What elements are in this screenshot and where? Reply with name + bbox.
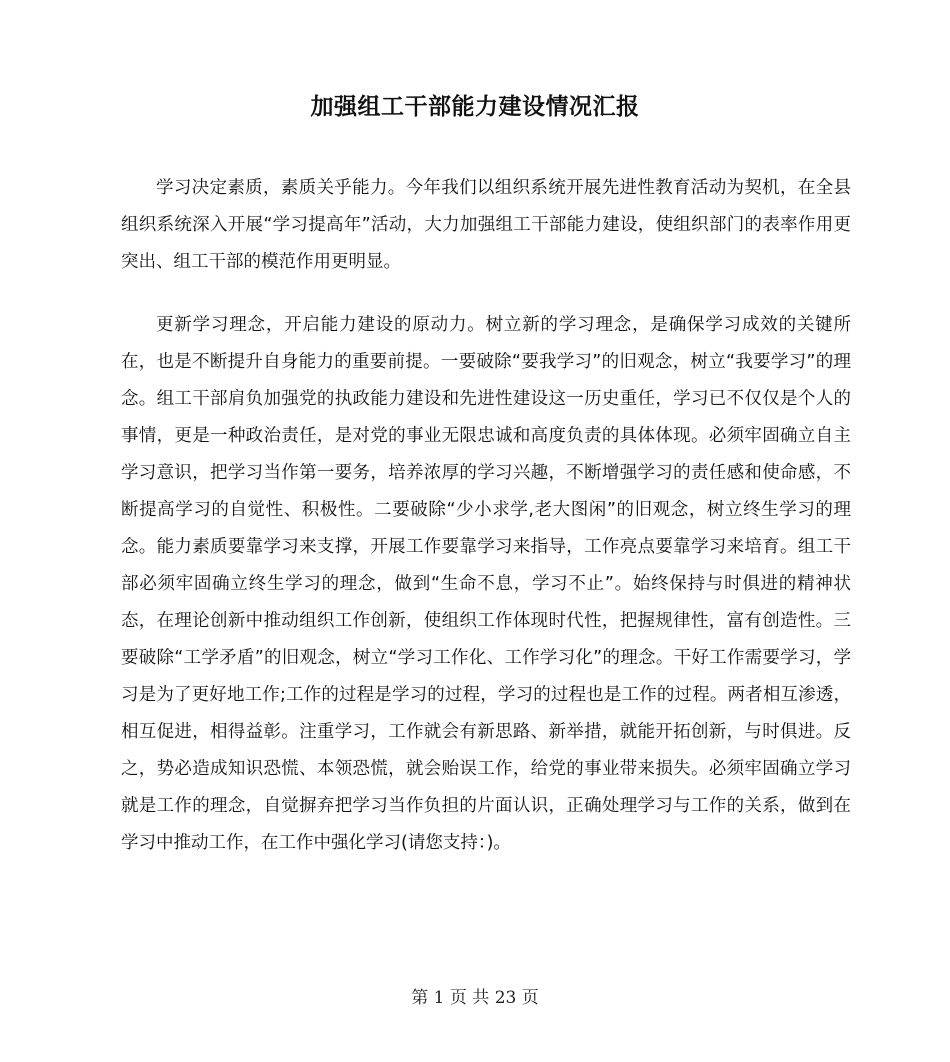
paragraph-intro: 学习决定素质，素质关乎能力。今年我们以组织系统开展先进性教育活动为契机，在全县组织系统深入开展“学习提高年”活动，大力加强组工干部能力建设，使组织部门的表率作用更突出、组工干部的模范作用更明显。: [121, 178, 851, 272]
document-body: [121, 170, 851, 862]
document-title: 加强组工干部能力建设情况汇报: [310, 94, 640, 120]
page-number-footer: 第 1 页 共 23 页: [411, 988, 539, 1008]
paragraph-learning-concept: 更新学习理念，开启能力建设的原动力。树立新的学习理念，是确保学习成效的关键所在，也是不断提升自身能力的重要前提。一要破除“要我学习”的旧观念，树立“我要学习”的理念。组工干部肩负加强党的执政能力建设和先进性建设这一历史重任，学习已不仅仅是个人的事情，更是一种政治责任，是对党的事业无限忠诚和高度负责的具体体现。必须牢固确立自主学习意识，把学习当作第一要务，培养浓厚的学习兴趣，不断增强学习的责任感和使命感，不断提高学习的自觉性、积极性。二要破除“少小求学,老大图闲”的旧观念，树立终生学习的理念。能力素质要靠学习来支撑，开展工作要靠学习来指导，工作亮点要靠学习来培育。组工干部必须牢固确立终生学习的理念，做到“生命不息，学习不止”。始终保持与时俱进的精神状态，在理论创新中推动组织工作创新，使组织工作体现时代性，把握规律性，富有创造性。三要破除“工学矛盾”的旧观念，树立“学习工作化、工作学习化”的理念。干好工作需要学习，学习是为了更好地工作;工作的过程是学习的过程，学习的过程也是工作的过程。两者相互渗透，相互促进，相得益彰。注重学习，工作就会有新思路、新举措，就能开拓创新，与时俱进。反之，势必造成知识恐慌、本领恐慌，就会贻误工作，给党的事业带来损失。必须牢固确立学习就是工作的理念，自觉摒弃把学习当作负担的片面认识，正确处理学习与工作的关系，做到在学习中推动工作，在工作中强化学习(请您支持：)。: [121, 315, 851, 853]
